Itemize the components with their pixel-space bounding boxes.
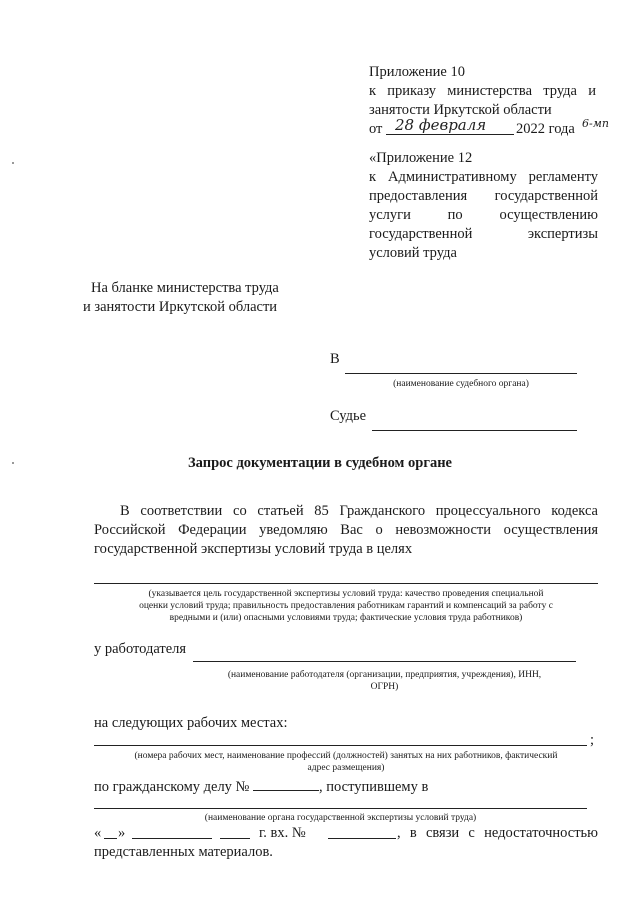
- order-number-handwritten: 6-мп: [582, 117, 609, 130]
- appendix-order-line: к приказу министерства труда и: [369, 83, 596, 99]
- employer-caption-1: (наименование работодателя (организации, предприятия, учреждения), ИНН,: [227, 670, 542, 680]
- employer-line: [193, 661, 576, 662]
- case-line: [94, 776, 428, 797]
- scan-mark: [12, 462, 14, 464]
- scan-mark: [12, 162, 14, 164]
- appendix-10-title: Приложение 10: [369, 64, 465, 80]
- order-date-prefix: от: [369, 121, 383, 137]
- workplaces-label: на следующих рабочих местах:: [94, 715, 288, 731]
- date-year-field[interactable]: [220, 838, 250, 839]
- date-close-quote: »: [118, 825, 126, 841]
- appendix-12-title: «Приложение 12: [369, 150, 473, 166]
- court-name-caption: (наименование судебного органа): [393, 379, 529, 389]
- appendix-12-line3: услуги по осуществлению: [369, 207, 598, 223]
- case-suffix: , поступившему в: [319, 779, 429, 795]
- case-number-field[interactable]: [253, 776, 319, 791]
- body-line3: государственной экспертизы условий труда в целях: [94, 541, 413, 557]
- order-date-handwritten: 28 февраля: [395, 116, 487, 134]
- workplaces-semicolon: ;: [590, 732, 595, 748]
- appendix-12-line2: предоставления государственной: [369, 188, 598, 204]
- letterhead-note-line2: и занятости Иркутской области: [83, 299, 278, 315]
- expertise-organ-line: [94, 808, 587, 809]
- addressee-v-label: В: [330, 351, 340, 367]
- case-prefix: по гражданскому делу №: [94, 779, 250, 795]
- judge-name-line: [372, 430, 577, 431]
- appendix-12-line5: условий труда: [369, 245, 457, 261]
- workplaces-caption-1: (номера рабочих мест, наименование профессий (должностей) занятых на них работников, фактический: [134, 751, 558, 761]
- appendix-ministry-line: занятости Иркутской области: [369, 102, 552, 118]
- appendix-12-line1: к Административному регламенту: [369, 169, 598, 185]
- incoming-number-label: г. вх. №: [259, 825, 306, 841]
- incoming-number-field[interactable]: [328, 838, 396, 839]
- judge-label: Судье: [330, 408, 367, 424]
- workplaces-caption-2: адрес размещения): [307, 763, 385, 773]
- workplaces-line: [94, 745, 587, 746]
- employer-caption-2: ОГРН): [370, 682, 399, 692]
- court-name-line: [345, 373, 577, 374]
- employer-label: у работодателя: [94, 641, 187, 657]
- document-title: Запрос документации в судебном органе: [188, 455, 452, 471]
- order-date-line: [386, 134, 514, 135]
- purpose-caption-2: оценки условий труда; правильность предоставления работникам гарантий и компенсаций за работу с: [139, 601, 553, 611]
- purpose-line: [94, 583, 598, 584]
- expertise-organ-caption: (наименование органа государственной экспертизы условий труда): [204, 813, 477, 823]
- date-day-field[interactable]: [104, 838, 117, 839]
- date-open-quote: «: [94, 825, 102, 841]
- due-to-insufficiency: , в связи с недостаточностью: [397, 825, 598, 841]
- date-month-field[interactable]: [132, 838, 212, 839]
- last-line: представленных материалов.: [94, 844, 273, 860]
- purpose-caption-1: (указывается цель государственной экспертизы условий труда: качество проведения специальной: [148, 589, 544, 599]
- appendix-12-line4: государственной экспертизы: [369, 226, 598, 242]
- order-year: 2022 года: [516, 121, 575, 137]
- letterhead-note-line1: На бланке министерства труда: [91, 280, 279, 296]
- body-line2: Российской Федерации уведомляю Вас о невозможности осуществления: [94, 522, 598, 538]
- body-line1: В соответствии со статьей 85 Гражданского процессуального кодекса: [120, 503, 598, 519]
- purpose-caption-3: вредными и (или) опасными условиями труда; фактические условия труда работников): [169, 613, 523, 623]
